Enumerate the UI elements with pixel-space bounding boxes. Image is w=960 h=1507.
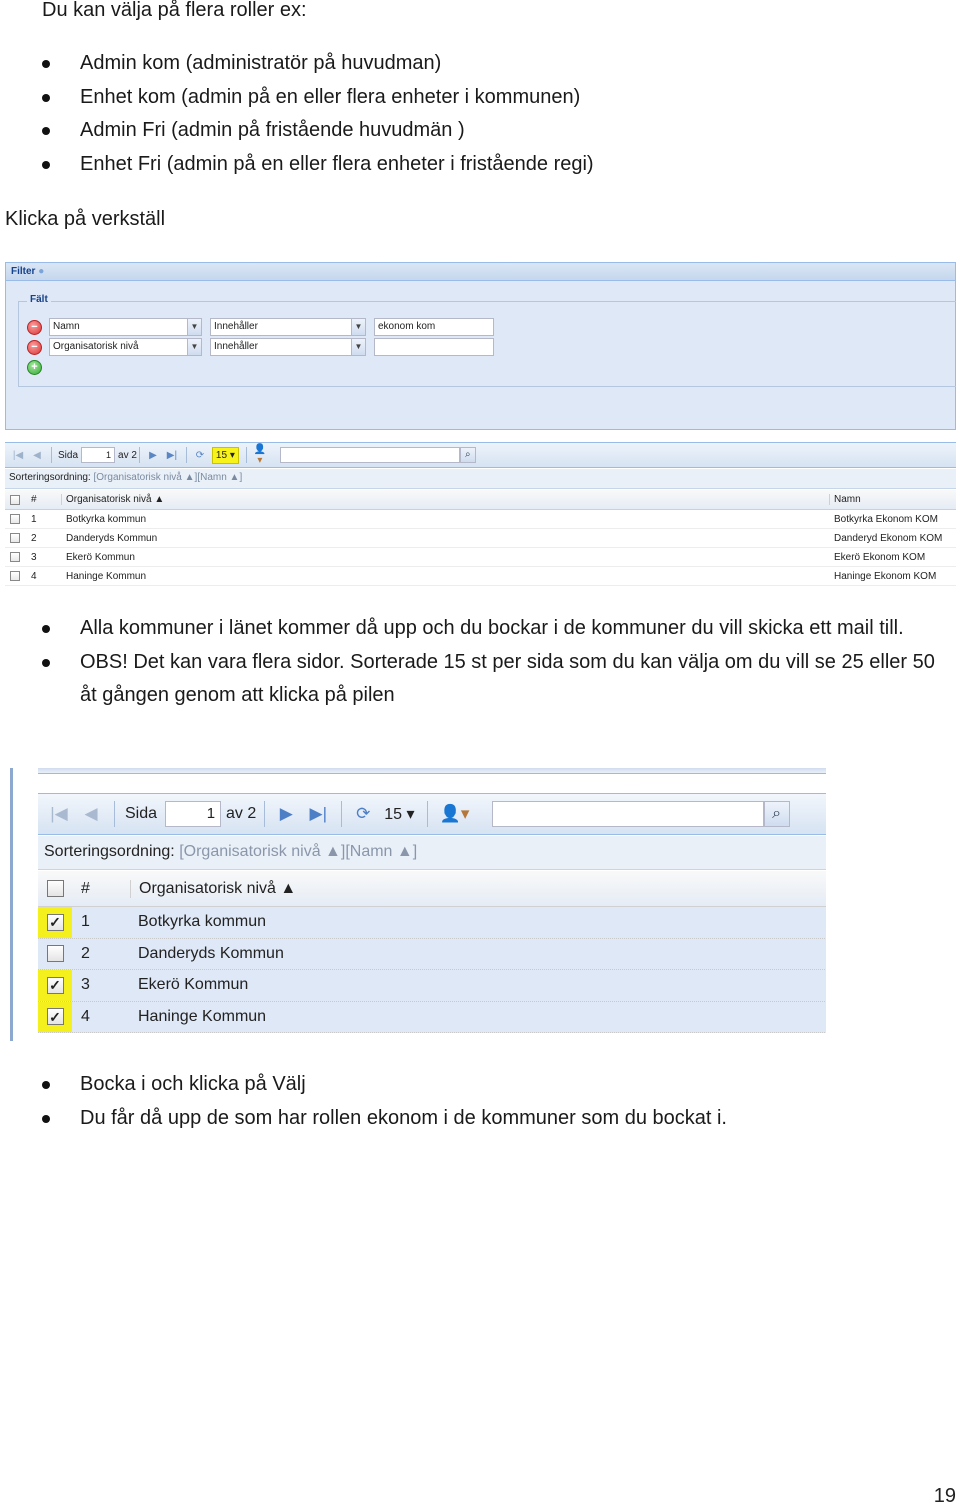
list-item: Admin kom (administratör på huvudman) [0, 47, 960, 81]
search-icon[interactable]: ⌕ [460, 447, 476, 463]
user-menu-icon[interactable]: 👤▾ [439, 804, 470, 823]
table-row[interactable] [38, 1002, 826, 1034]
last-page-icon[interactable]: ▶| [309, 804, 328, 823]
prev-page-icon[interactable]: ◀ [33, 449, 41, 461]
search-input[interactable] [280, 447, 460, 463]
notes-list-1 [0, 612, 960, 713]
list-item: Admin Fri (admin på fristående huvudmän ) [0, 114, 960, 148]
user-menu-icon[interactable]: 👤▾ [253, 444, 267, 466]
filter-value-input[interactable]: ekonom kom [374, 318, 494, 336]
field-select[interactable]: Organisatorisk nivå ▼ [49, 338, 202, 356]
page-count: av 2 [118, 449, 137, 461]
remove-filter-icon[interactable]: − [27, 340, 42, 355]
operator-select[interactable]: Innehåller ▼ [210, 338, 366, 356]
page-size-select[interactable]: 15 ▾ [212, 447, 239, 464]
row-number: 4 [31, 570, 37, 582]
row-org: Botkyrka kommun [66, 513, 147, 525]
search-icon[interactable]: ⌕ [764, 801, 790, 827]
list-item: Du får då upp de som har rollen ekonom i de kommuner som du bockat i. [0, 1102, 960, 1136]
page-input[interactable]: 1 [165, 801, 221, 827]
column-header-num[interactable]: # [31, 494, 37, 505]
next-page-icon[interactable]: ▶ [279, 804, 293, 823]
row-checkbox[interactable] [10, 514, 20, 524]
result-grid [5, 490, 956, 586]
row-checkbox[interactable] [10, 533, 20, 543]
page-count: av 2 [226, 805, 257, 822]
grid-header [38, 871, 826, 907]
list-item: Enhet kom (admin på en eller flera enheter i kommunen) [0, 81, 960, 115]
result-grid [38, 871, 826, 1033]
chevron-down-icon[interactable]: ▼ [187, 318, 202, 336]
next-page-icon[interactable]: ▶ [149, 449, 157, 461]
filter-panel [5, 262, 956, 430]
sort-order-bar [38, 836, 826, 870]
first-page-icon[interactable]: |◀ [50, 804, 68, 823]
table-row[interactable] [5, 510, 956, 529]
page-label: Sida [58, 449, 79, 461]
row-name: Danderyd Ekonom KOM [834, 532, 943, 544]
role-list [0, 47, 960, 181]
screenshot-filter-grid [5, 262, 956, 587]
filter-panel-title[interactable]: Filter ● [6, 263, 955, 281]
table-row[interactable] [38, 939, 826, 971]
table-row[interactable] [38, 907, 826, 939]
sort-label: Sorteringsordning: [44, 843, 175, 860]
refresh-icon[interactable]: ⟳ [356, 804, 371, 823]
fieldset-label: Fält [27, 294, 51, 305]
row-org: Haninge Kommun [138, 1007, 267, 1025]
row-checkbox-checked[interactable]: ✓ [47, 914, 64, 931]
sort-items[interactable]: [Organisatorisk nivå ▲][Namn ▲] [93, 472, 243, 483]
prev-page-icon[interactable]: ◀ [84, 804, 98, 823]
search-input[interactable] [492, 801, 764, 827]
filter-row [27, 338, 494, 356]
page-number: 19 [933, 1485, 956, 1507]
row-number: 1 [81, 913, 90, 931]
page-size-select[interactable]: 15 ▾ [384, 806, 415, 823]
instruction-text: Klicka på verkställ [5, 208, 166, 230]
field-select[interactable]: Namn ▼ [49, 318, 202, 336]
chevron-down-icon[interactable]: ▼ [187, 338, 202, 356]
row-name: Ekerö Ekonom KOM [834, 551, 926, 563]
field-fieldset [18, 294, 956, 387]
row-checkbox-checked[interactable]: ✓ [47, 1008, 64, 1025]
select-all-checkbox[interactable] [10, 495, 20, 505]
remove-filter-icon[interactable]: − [27, 320, 42, 335]
paging-toolbar [38, 793, 826, 835]
row-number: 2 [81, 944, 90, 962]
list-item: OBS! Det kan vara flera sidor. Sorterade 15 st per sida som du kan välja om du vill se 25 eller 50 åt gången genom att klicka på pilen [0, 646, 960, 713]
filter-row [27, 318, 494, 336]
row-number: 4 [81, 1007, 90, 1025]
row-org: Danderyds Kommun [138, 944, 284, 962]
table-row[interactable] [5, 548, 956, 567]
sort-order-bar [5, 469, 956, 489]
intro-text: Du kan välja på flera roller ex: [42, 0, 307, 21]
filter-value-input[interactable] [374, 338, 494, 356]
row-name: Haninge Ekonom KOM [834, 570, 937, 582]
operator-select[interactable]: Innehåller ▼ [210, 318, 366, 336]
row-name: Botkyrka Ekonom KOM [834, 513, 938, 525]
row-org: Danderyds Kommun [66, 532, 158, 544]
column-header-num[interactable]: # [81, 879, 90, 897]
row-number: 3 [31, 551, 37, 563]
row-org: Ekerö Kommun [138, 976, 249, 994]
last-page-icon[interactable]: ▶| [166, 449, 178, 461]
column-header-org[interactable]: Organisatorisk nivå ▲ [130, 880, 826, 898]
chevron-down-icon[interactable]: ▼ [351, 318, 366, 336]
list-item: Bocka i och klicka på Välj [0, 1068, 960, 1102]
page-label: Sida [125, 805, 158, 822]
screenshot-zoomed-grid [10, 768, 826, 1041]
row-checkbox-checked[interactable]: ✓ [47, 977, 64, 994]
row-number: 1 [31, 513, 37, 525]
refresh-icon[interactable]: ⟳ [195, 449, 205, 461]
filter-row-add [27, 358, 49, 376]
table-row[interactable] [38, 970, 826, 1002]
list-item: Alla kommuner i länet kommer då upp och du bockar i de kommuner du vill skicka ett mail till. [0, 612, 960, 646]
sort-label: Sorteringsordning: [9, 472, 91, 483]
select-all-checkbox[interactable] [47, 880, 64, 897]
add-filter-icon[interactable]: + [27, 360, 42, 375]
row-checkbox[interactable] [10, 571, 20, 581]
column-header-org[interactable]: Organisatorisk nivå ▲ [61, 494, 829, 505]
paging-toolbar [5, 442, 956, 468]
chevron-down-icon[interactable]: ▼ [351, 338, 366, 356]
page-input[interactable]: 1 [81, 447, 115, 463]
row-checkbox[interactable] [10, 552, 20, 562]
row-org: Botkyrka kommun [138, 913, 267, 931]
row-org: Ekerö Kommun [66, 551, 135, 563]
row-number: 2 [31, 532, 37, 544]
row-org: Haninge Kommun [66, 570, 147, 582]
row-checkbox[interactable] [47, 945, 64, 962]
first-page-icon[interactable]: |◀ [12, 449, 24, 461]
table-row[interactable] [5, 529, 956, 548]
list-item: Enhet Fri (admin på en eller flera enheter i fristående regi) [0, 148, 960, 182]
grid-header [5, 490, 956, 510]
column-header-name[interactable]: Namn [829, 494, 956, 505]
sort-items[interactable]: [Organisatorisk nivå ▲][Namn ▲] [179, 843, 418, 860]
table-row[interactable] [5, 567, 956, 586]
row-number: 3 [81, 976, 90, 994]
notes-list-2 [0, 1068, 960, 1135]
